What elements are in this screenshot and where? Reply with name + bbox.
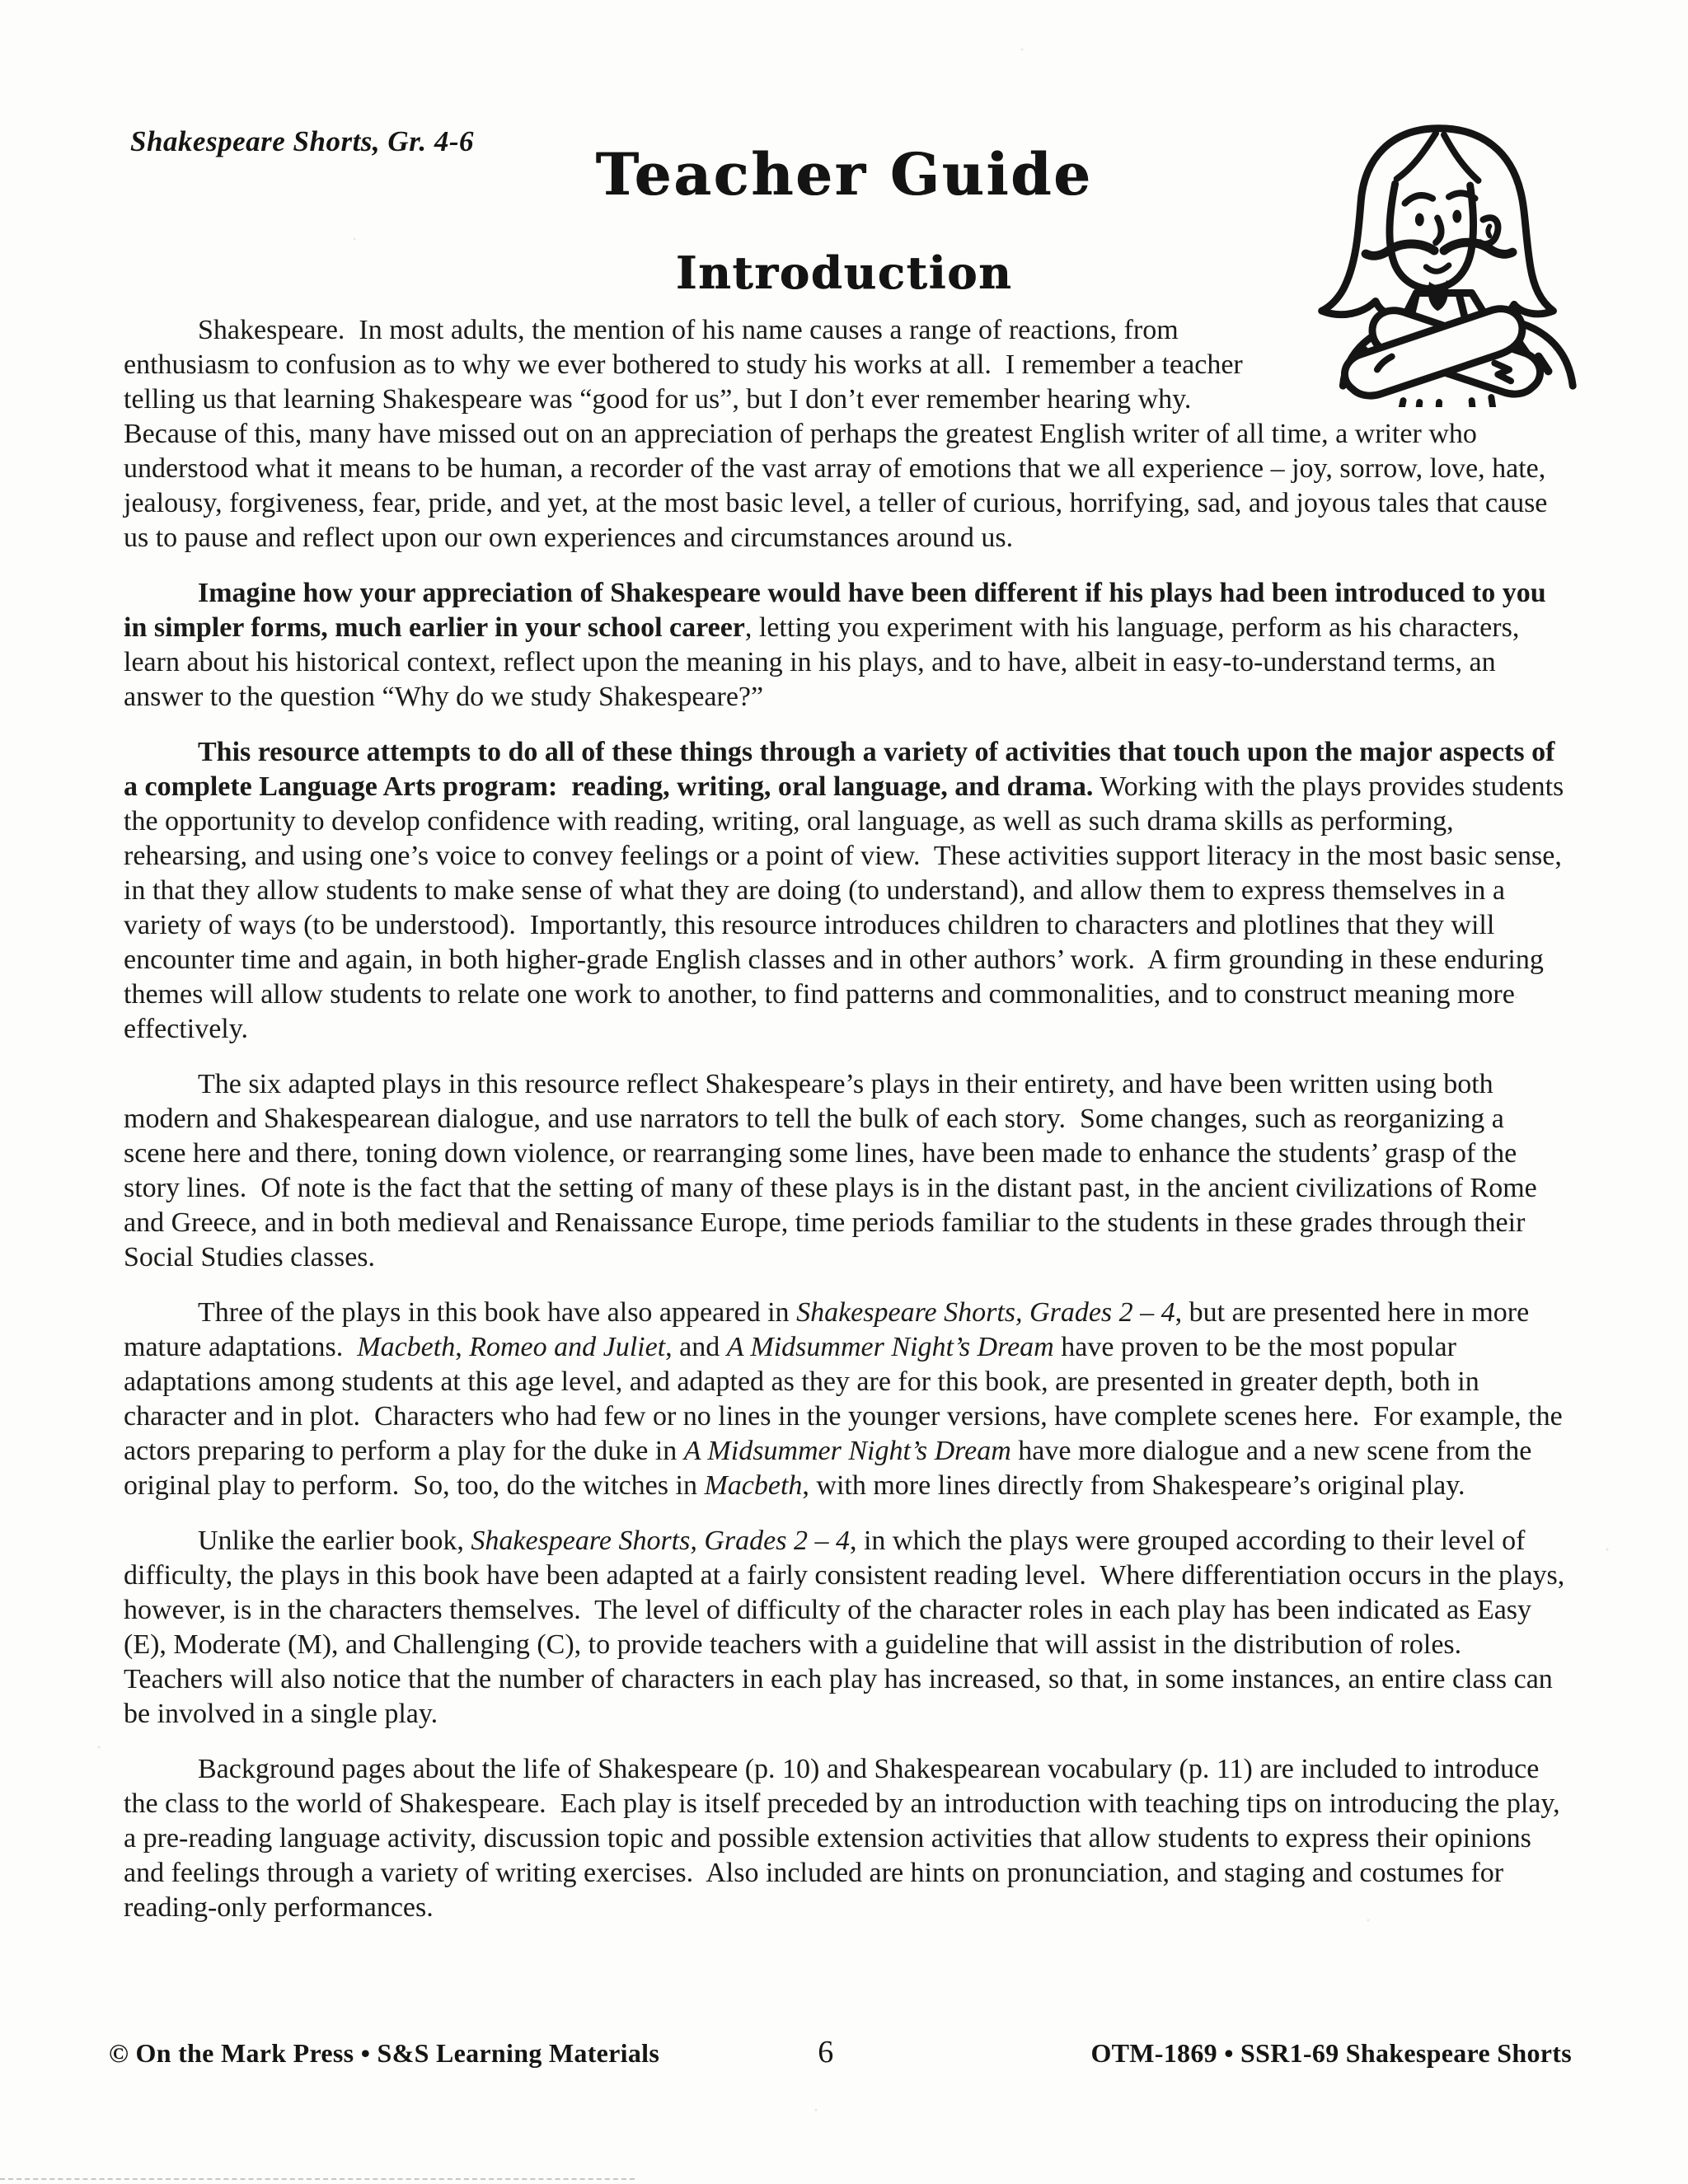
text-segment: A Midsummer Night’s Dream [726, 1332, 1054, 1362]
text-segment: A Midsummer Night’s Dream [683, 1436, 1011, 1466]
text-segment: have more dialogue and a new scene from the original play to perform. So, too, do the witches in [124, 1436, 1539, 1501]
text-segment: , letting you experiment with his language, perform as his characters, learn about his historical context, reflect upon the meaning in his plays, and to have, albeit in easy-to-understand terms, an answer to the question “Why do we study Shakespeare?” [124, 612, 1526, 712]
text-segment: Working with the plays provides students the opportunity to develop confidence with reading, writing, oral language, as well as such drama skills as performing, rehearsing, and using one’s voice to convey feelings or a point of view. These activities support literacy in the most basic sense, in that they allow students to make sense of what they are doing (to understand), and allow them to express themselves in a variety of ways (to be understood). Importantly, this resource introduces children to characters and plotlines that they will encounter time and again, in both higher-grade English classes and in other authors’ work. A firm grounding in these enduring themes will allow students to relate one work to another, to find patterns and commonalities, and to construct meaning more effectively. [124, 771, 1571, 1044]
text-segment: Shakespeare. In most adults, the mention of his name causes a range of reactions, from enthusiasm to confusion as to why we ever bothered to study his works at all. I remember a teacher telling us that learning Shakespeare was “good for us”, but I don’t ever remember hearing why. Because of this, many have missed out on an appreciation of perhaps the greatest English writer of all time, a writer who understood what it means to be human, a recorder of the vast array of emotions that we all experience – joy, sorrow, love, hate, jealousy, forgiveness, fear, pride, and yet, at the most basic level, a teller of curious, horrifying, sad, and joyous tales that cause us to pause and reflect upon our own experiences and circumstances around us. [124, 315, 1554, 553]
body-paragraphs [124, 313, 1572, 1925]
text-segment: Imagine how your appreciation of Shakespeare would have been different if his plays had been introduced to you in simpler forms, much earlier in your school career [124, 578, 1554, 643]
copyright-text: © On the Mark Press • S&S Learning Materials [109, 2038, 660, 2068]
body-text [124, 313, 1572, 1946]
paragraph [124, 576, 1572, 715]
text-segment: Romeo and Juliet [469, 1332, 666, 1362]
paragraph [124, 1067, 1572, 1275]
paragraph [124, 1752, 1572, 1925]
page-title: Teacher Guide [595, 140, 1093, 209]
paragraph [124, 735, 1572, 1047]
page-footer [109, 2034, 1572, 2070]
text-segment: , [455, 1332, 470, 1362]
scan-edge-artifact [0, 2178, 635, 2180]
text-segment: Unlike the earlier book, [198, 1526, 471, 1556]
text-segment: , but are presented here in more mature adaptations. [124, 1297, 1536, 1362]
running-head: Shakespeare Shorts, Gr. 4-6 [130, 125, 475, 157]
text-segment: , and [665, 1332, 727, 1362]
text-segment: Macbeth [704, 1470, 803, 1501]
text-segment: The six adapted plays in this resource reflect Shakespeare’s plays in their entirety, and have been written using both modern and Shakespearean dialogue, and use narrators to tell the bulk of each story. Some changes, such as reorganizing a scene here and there, toning down violence, or rearranging some lines, have been made to enhance the students’ grasp of the story lines. Of note is the fact that the setting of many of these plays is in the distant past, in the ancient civilizations of Rome and Greece, and in both medieval and Renaissance Europe, time periods familiar to the students in these grades through their Social Studies classes. [124, 1069, 1545, 1272]
text-segment: have proven to be the most popular adaptations among students at this age level, and adapted as they are for this book, are presented in greater depth, both in character and in plot. Characters who had few or no lines in the younger versions, have complete scenes here. For example, the actors preparing to perform a play for the duke in [124, 1332, 1570, 1466]
product-code-text: OTM-1869 • SSR1-69 Shakespeare Shorts [1090, 2038, 1572, 2068]
text-segment: Shakespeare Shorts, Grades 2 – 4 [796, 1297, 1175, 1328]
text-segment: Background pages about the life of Shakespeare (p. 10) and Shakespearean vocabulary (p. 11) are included to introduce the class to the world of Shakespeare. Each play is itself preceded by an introduction with teaching tips on introducing the play, a pre-reading language activity, discussion topic and possible extension activities that allow students to express their opinions and feelings through a variety of writing exercises. Also included are hints on pronunciation, and staging and costumes for reading-only performances. [124, 1754, 1568, 1923]
paragraph [124, 1296, 1572, 1503]
page-subtitle: Introduction [675, 246, 1013, 299]
text-segment: This resource attempts to do all of these things through a variety of activities that touch upon the major aspects of a complete Language Arts program: reading, writing, oral language, and drama. [124, 737, 1562, 802]
paragraph [124, 1524, 1572, 1732]
text-segment: Three of the plays in this book have also appeared in [198, 1297, 797, 1328]
text-segment: , in which the plays were grouped according to their level of difficulty, the plays in this book have been adapted at a fairly consistent reading level. Where differentiation occurs in the plays, however, is in the characters themselves. The level of difficulty of the character roles in each play has been indicated as Easy (E), Moderate (M), and Challenging (C), to provide teachers with a guideline that will assist in the distribution of roles. Teachers will also notice that the number of characters in each play has increased, so that, in some instances, an entire class can be involved in a single play. [124, 1526, 1572, 1729]
text-segment: , with more lines directly from Shakespeare’s original play. [802, 1470, 1465, 1501]
illustration-wrap-spacer [1292, 313, 1572, 396]
page-number: 6 [818, 2035, 834, 2069]
text-segment: Macbeth [357, 1332, 456, 1362]
text-segment: Shakespeare Shorts, Grades 2 – 4 [471, 1526, 850, 1556]
